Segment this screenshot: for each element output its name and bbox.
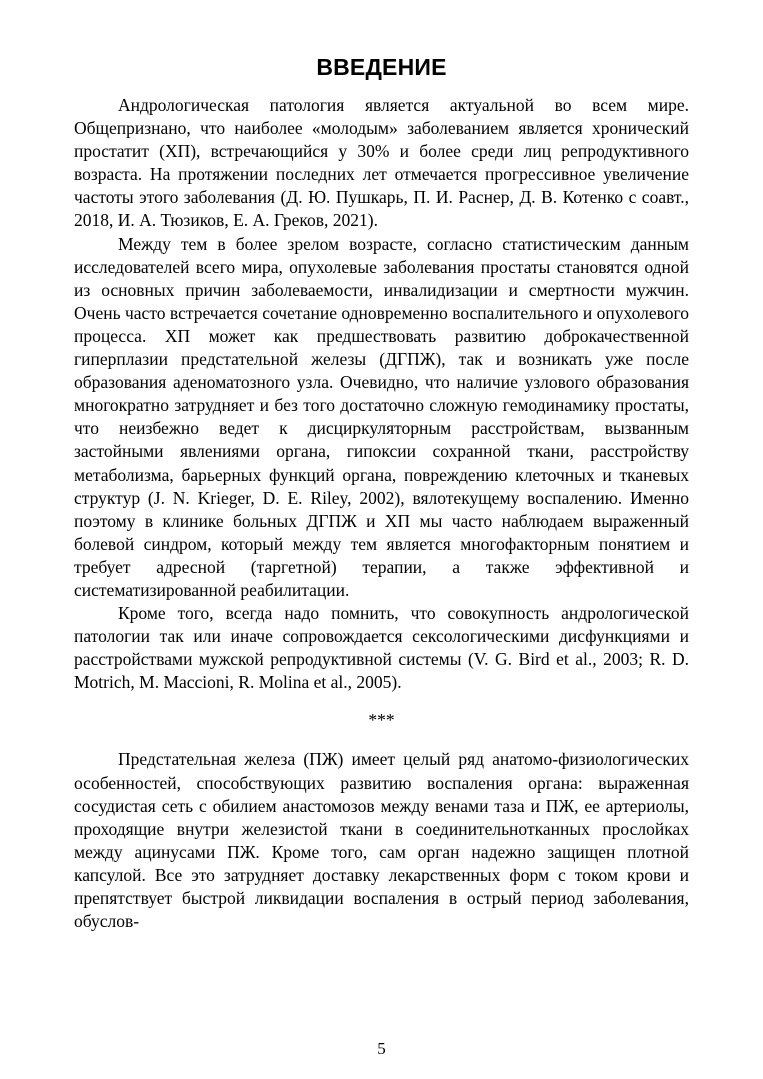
- page-content: [74, 52, 689, 933]
- section-separator: ***: [368, 710, 395, 731]
- paragraph-tumor-diseases: Между тем в более зрелом возрасте, согласно статистическим данным исследователей всего мира, опухолевые заболевания простаты становятся одной из основных причин заболеваемости, инвалидизации и смертности мужчин. Очень часто встречается сочетание одновременно воспалительного и опухолевого процесса. ХП может как предшествовать развитию доброкачественной гиперплазии предстательной железы (ДГПЖ), так и возникать уже после образования аденоматозного узла. Очевидно, что наличие узлового образования многократно затрудняет и без того достаточно сложную гемодинамику простаты, что неизбежно ведет к дисциркуляторным расстройствам, вызванным застойными явлениями органа, гипоксии сохранной ткани, расстройству метаболизма, барьерных функций органа, повреждению клеточных и тканевых структур (J. N. Krieger, D. E. Riley, 2002), вялотекущему воспалению. Именно поэтому в клинике больных ДГПЖ и ХП мы часто наблюдаем выраженный болевой синдром, который между тем является многофакторным понятием и требует адресной (таргетной) терапии, а также эффективной и систематизированной реабилитации.: [74, 233, 689, 600]
- paragraph-sexual-dysfunction: Кроме того, всегда надо помнить, что совокупность андрологической патологии так или иначе сопровождается сексологическими дисфункциями и расстройствами мужской репродуктивной системы (V. G. Bird et al., 2003; R. D. Motrich, M. Maccioni, R. Molina et al., 2005).: [74, 603, 689, 693]
- paragraph-prostate-anatomy: Предстательная железа (ПЖ) имеет целый ряд анатомо-физиологических особенностей, способствующих развитию воспаления органа: выраженная сосудистая сеть с обилием анастомозов между венами таза и ПЖ, ее артериолы, проходящие внутри железистой ткани в соединительнотканных прослойках между ацинусами ПЖ. Кроме того, сам орган надежно защищен плотной капсулой. Все это затрудняет доставку лекарственных форм с током крови и препятствует быстрой ликвидации воспаления в острый период заболевания, обуслов-: [74, 749, 689, 932]
- page-number: 5: [377, 1039, 386, 1058]
- section-title: ВВЕДЕНИЕ: [316, 54, 447, 80]
- paragraph-andrology-intro: Андрологическая патология является актуальной во всем мире. Общепризнано, что наиболее «молодым» заболеванием является хронический простатит (ХП), встречающийся у 30% и более среди лиц репродуктивного возраста. На протяжении последних лет отмечается прогрессивное увеличение частоты этого заболевания (Д. Ю. Пушкарь, П. И. Раснер, Д. В. Котенко с соавт., 2018, И. А. Тюзиков, Е. А. Греков, 2021).: [74, 95, 689, 231]
